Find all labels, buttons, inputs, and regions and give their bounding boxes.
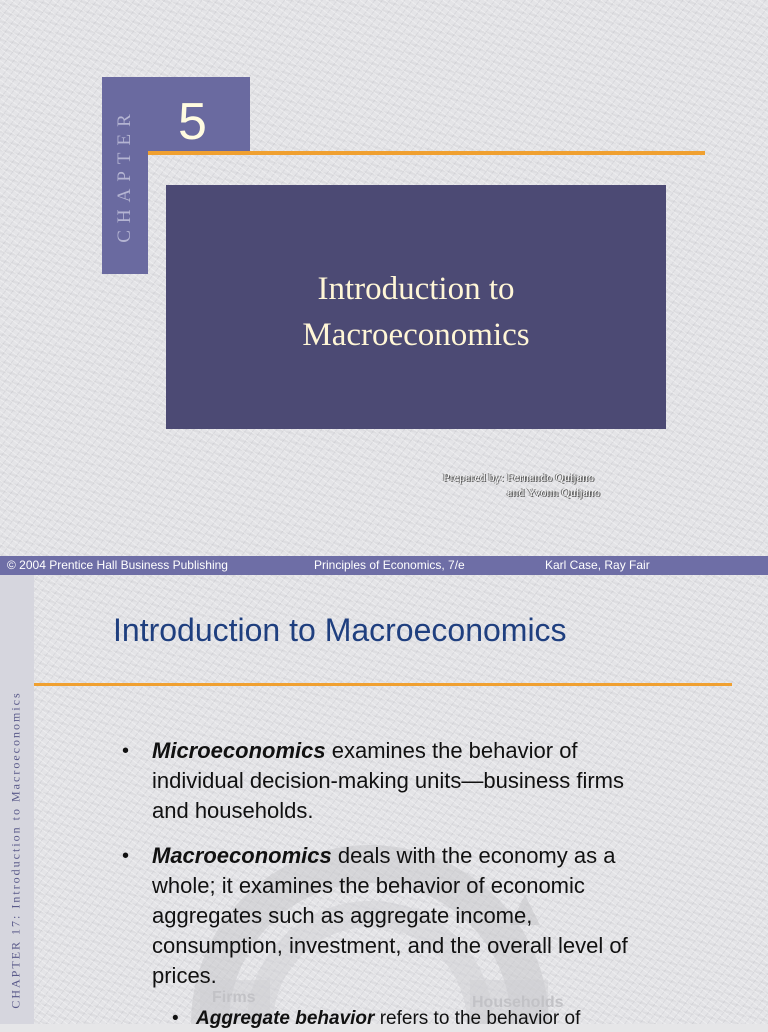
- sub-bullet-text: refers to the behavior of: [374, 1008, 581, 1029]
- watermark-firms-label: Firms: [212, 989, 256, 1006]
- bullet-dot: •: [122, 740, 130, 762]
- footer-copyright: © 2004 Prentice Hall Business Publishing: [7, 558, 228, 572]
- sub-bullet-term: Aggregate behavior: [196, 1008, 375, 1029]
- watermark-households-label: Households: [472, 994, 564, 1011]
- bullet-microeconomics: [122, 736, 642, 826]
- bullet-term: Microeconomics: [152, 738, 326, 763]
- sub-bullet-aggregate-behavior: [122, 1006, 642, 1032]
- slide-title-line-2: Macroeconomics: [302, 317, 530, 353]
- footer-authors: Karl Case, Ray Fair: [545, 558, 650, 572]
- bullet-dot: •: [122, 845, 130, 867]
- prepared-by-line-1: Prepared by: Fernando Quijano: [443, 470, 594, 484]
- slide-2-divider: [34, 683, 732, 686]
- slide-title: [166, 266, 666, 358]
- bullet-term: Macroeconomics: [152, 843, 332, 868]
- bullet-list: [122, 736, 642, 1032]
- bullet-text: examines the behavior of individual decision-making units—business firms and households.: [152, 738, 624, 823]
- slide-2-title: Introduction to Macroeconomics: [113, 612, 567, 648]
- slide-title-line-1: Introduction to: [317, 271, 515, 307]
- side-chapter-label: CHAPTER 17: Introduction to Macroeconomics: [8, 691, 23, 1009]
- prepared-by: [443, 470, 600, 500]
- bullet-macroeconomics: [122, 841, 642, 991]
- title-divider: [148, 151, 705, 155]
- bullet-text: deals with the economy as a whole; it examines the behavior of economic aggregates such as aggregate income, consumption, investment, and the overall level of prices.: [152, 843, 628, 988]
- footer-bar: [0, 556, 768, 575]
- chapter-number: 5: [178, 93, 207, 151]
- prepared-by-line-2: and Yvonn Quijano: [507, 485, 601, 499]
- footer-book: Principles of Economics, 7/e: [314, 558, 465, 572]
- chapter-label: CHAPTER: [114, 107, 135, 243]
- sub-bullet-dot: •: [172, 1008, 179, 1029]
